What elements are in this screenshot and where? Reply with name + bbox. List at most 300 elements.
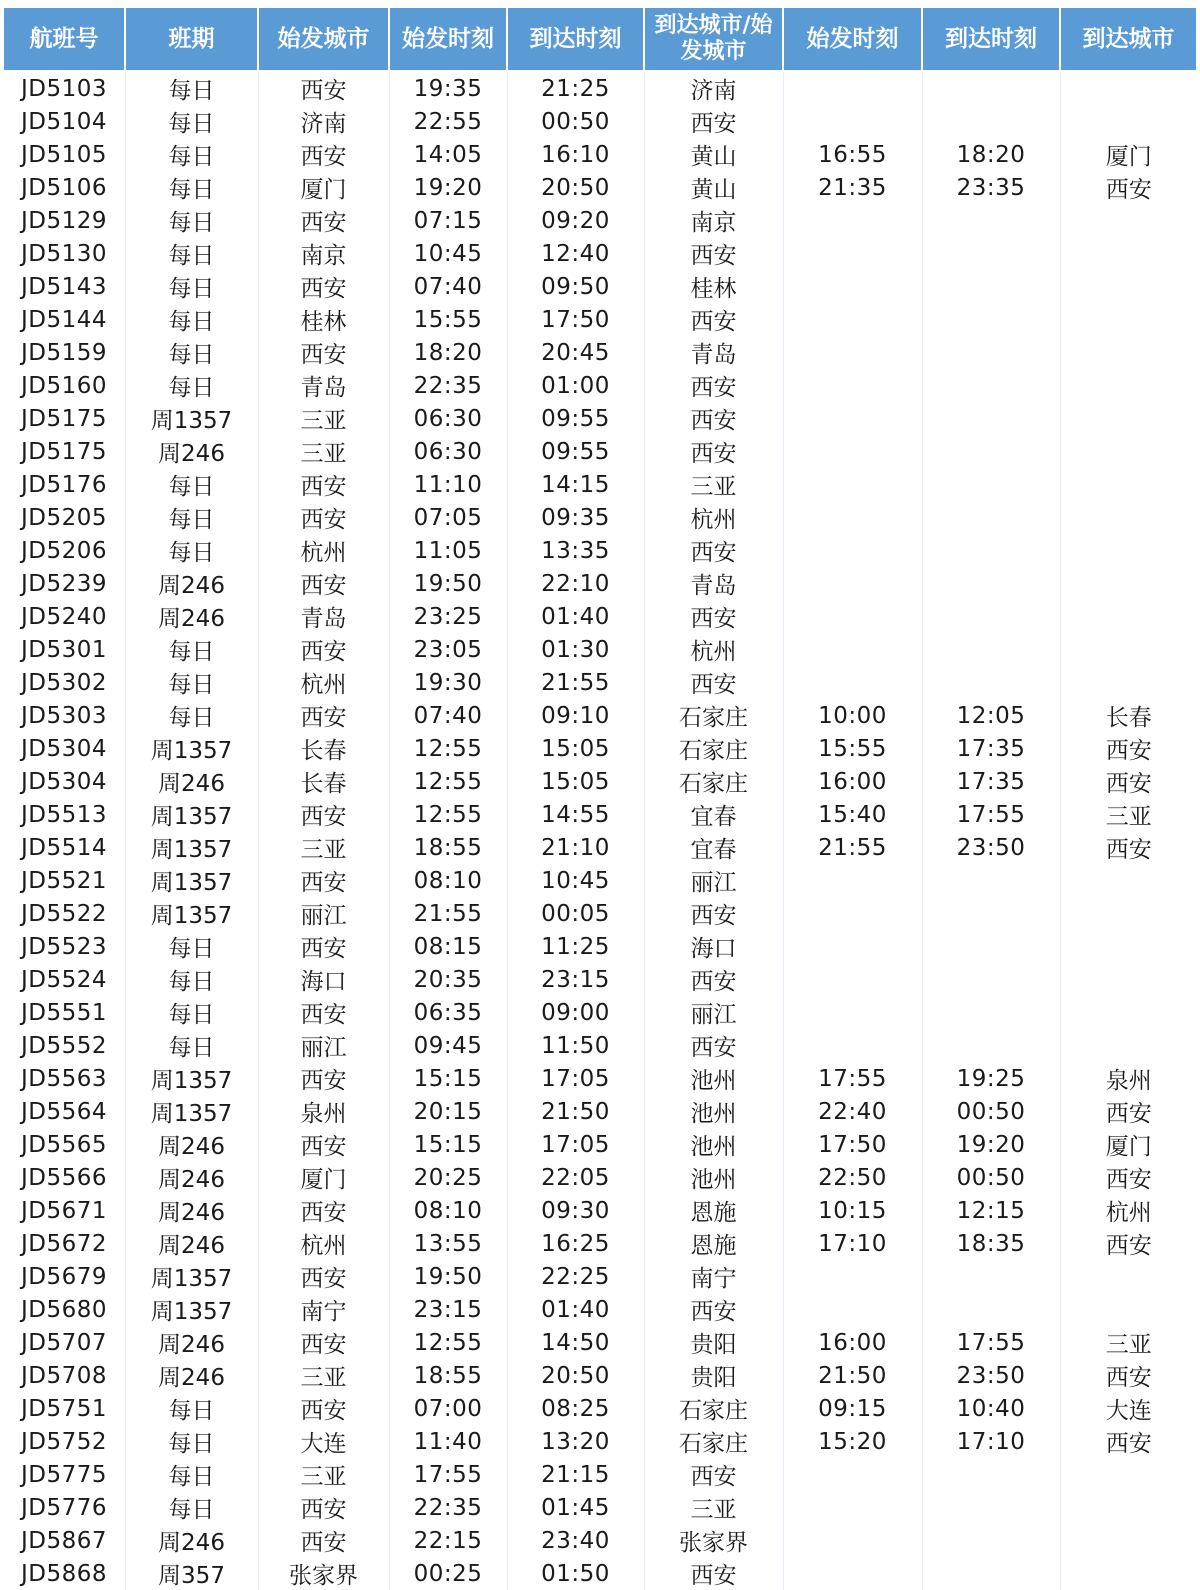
destination-city-cell: 泉州 [1060,1062,1197,1095]
schedule-days-cell: 每日 [125,1491,258,1524]
flight-number-cell: JD5105 [3,138,125,171]
flight-number-cell: JD5708 [3,1359,125,1392]
table-row [3,237,1197,270]
destination-city-cell [1060,1491,1197,1524]
schedule-days-cell: 周246 [125,435,258,468]
flight-number-cell: JD5868 [3,1557,125,1590]
table-row [3,1326,1197,1359]
departure-time-cell: 22:35 [389,1491,507,1524]
schedule-days-cell: 每日 [125,237,258,270]
destination-city-cell [1060,996,1197,1029]
departure-time-cell: 15:15 [389,1128,507,1161]
stopover-city-cell: 海口 [644,930,783,963]
stopover-city-cell: 石家庄 [644,1392,783,1425]
departure-time-cell: 14:05 [389,138,507,171]
second-arrival-time-cell [922,1260,1060,1293]
flight-number-cell: JD5175 [3,402,125,435]
table-row [3,633,1197,666]
flight-number-cell: JD5303 [3,699,125,732]
arrival-time-cell: 08:25 [507,1392,644,1425]
destination-city-cell [1060,369,1197,402]
arrival-time-cell: 14:15 [507,468,644,501]
schedule-days-cell: 每日 [125,1458,258,1491]
stopover-city-cell: 石家庄 [644,1425,783,1458]
arrival-time-cell: 10:45 [507,864,644,897]
destination-city-cell: 三亚 [1060,798,1197,831]
table-row [3,171,1197,204]
second-departure-time-cell: 17:50 [783,1128,922,1161]
second-arrival-time-cell [922,1458,1060,1491]
second-arrival-time-cell: 17:55 [922,798,1060,831]
second-arrival-time-cell: 23:50 [922,831,1060,864]
schedule-days-cell: 每日 [125,138,258,171]
table-row [3,534,1197,567]
stopover-city-cell: 杭州 [644,501,783,534]
stopover-city-cell: 池州 [644,1161,783,1194]
origin-city-cell: 西安 [258,1491,389,1524]
table-row [3,1359,1197,1392]
second-departure-time-cell [783,1491,922,1524]
stopover-city-cell: 西安 [644,369,783,402]
origin-city-cell: 西安 [258,1194,389,1227]
origin-city-cell: 长春 [258,765,389,798]
second-departure-time-cell [783,600,922,633]
flight-number-cell: JD5130 [3,237,125,270]
flight-number-cell: JD5176 [3,468,125,501]
second-arrival-time-cell [922,930,1060,963]
arrival-time-cell: 21:15 [507,1458,644,1491]
arrival-time-cell: 01:00 [507,369,644,402]
schedule-days-cell: 周1357 [125,1062,258,1095]
origin-city-cell: 西安 [258,798,389,831]
flight-number-cell: JD5521 [3,864,125,897]
table-row [3,930,1197,963]
table-row [3,864,1197,897]
second-departure-time-cell [783,501,922,534]
schedule-days-cell: 周1357 [125,1293,258,1326]
flight-number-cell: JD5514 [3,831,125,864]
departure-time-cell: 00:25 [389,1557,507,1590]
table-row [3,798,1197,831]
departure-time-cell: 19:50 [389,567,507,600]
second-arrival-time-cell: 10:40 [922,1392,1060,1425]
second-departure-time-cell [783,930,922,963]
table-row [3,1194,1197,1227]
destination-city-cell [1060,1293,1197,1326]
departure-time-cell: 07:40 [389,699,507,732]
arrival-time-cell: 09:20 [507,204,644,237]
stopover-city-cell: 青岛 [644,567,783,600]
schedule-days-cell: 周246 [125,600,258,633]
flight-number-cell: JD5104 [3,105,125,138]
stopover-city-cell: 池州 [644,1062,783,1095]
second-arrival-time-cell [922,369,1060,402]
arrival-time-cell: 09:10 [507,699,644,732]
arrival-time-cell: 20:45 [507,336,644,369]
header-second-arrival-time: 到达时刻 [922,7,1060,71]
second-departure-time-cell [783,666,922,699]
schedule-days-cell: 每日 [125,699,258,732]
second-arrival-time-cell [922,501,1060,534]
schedule-days-cell: 每日 [125,303,258,336]
origin-city-cell: 三亚 [258,435,389,468]
second-departure-time-cell [783,1458,922,1491]
header-arrival-time: 到达时刻 [507,7,644,71]
stopover-city-cell: 石家庄 [644,732,783,765]
stopover-city-cell: 南宁 [644,1260,783,1293]
destination-city-cell [1060,633,1197,666]
second-departure-time-cell [783,468,922,501]
second-departure-time-cell: 22:50 [783,1161,922,1194]
second-departure-time-cell [783,963,922,996]
second-departure-time-cell: 09:15 [783,1392,922,1425]
arrival-time-cell: 09:50 [507,270,644,303]
second-departure-time-cell: 15:55 [783,732,922,765]
flight-schedule-sheet [2,6,1196,1590]
header-departure-time: 始发时刻 [389,7,507,71]
second-departure-time-cell: 16:00 [783,765,922,798]
departure-time-cell: 18:55 [389,831,507,864]
arrival-time-cell: 22:25 [507,1260,644,1293]
second-arrival-time-cell [922,1557,1060,1590]
departure-time-cell: 08:10 [389,864,507,897]
stopover-city-cell: 宜春 [644,831,783,864]
departure-time-cell: 11:10 [389,468,507,501]
origin-city-cell: 厦门 [258,171,389,204]
second-departure-time-cell [783,204,922,237]
second-departure-time-cell [783,567,922,600]
stopover-city-cell: 三亚 [644,468,783,501]
stopover-city-cell: 杭州 [644,633,783,666]
stopover-city-cell: 池州 [644,1095,783,1128]
second-departure-time-cell [783,864,922,897]
second-arrival-time-cell [922,435,1060,468]
header-stopover-city: 到达城市/始发城市 [644,7,783,71]
arrival-time-cell: 16:10 [507,138,644,171]
destination-city-cell: 西安 [1060,831,1197,864]
schedule-days-cell: 每日 [125,930,258,963]
origin-city-cell: 大连 [258,1425,389,1458]
table-row [3,897,1197,930]
table-row [3,105,1197,138]
schedule-days-cell: 周1357 [125,732,258,765]
table-row [3,600,1197,633]
flight-number-cell: JD5565 [3,1128,125,1161]
arrival-time-cell: 15:05 [507,765,644,798]
destination-city-cell: 西安 [1060,1095,1197,1128]
arrival-time-cell: 15:05 [507,732,644,765]
departure-time-cell: 19:35 [389,71,507,105]
second-departure-time-cell: 10:00 [783,699,922,732]
departure-time-cell: 09:45 [389,1029,507,1062]
table-row [3,666,1197,699]
departure-time-cell: 13:55 [389,1227,507,1260]
second-departure-time-cell: 21:35 [783,171,922,204]
second-arrival-time-cell [922,468,1060,501]
origin-city-cell: 杭州 [258,666,389,699]
flight-number-cell: JD5672 [3,1227,125,1260]
departure-time-cell: 18:55 [389,1359,507,1392]
arrival-time-cell: 17:05 [507,1062,644,1095]
second-arrival-time-cell [922,303,1060,336]
schedule-days-cell: 周246 [125,1194,258,1227]
table-row [3,1227,1197,1260]
table-row [3,369,1197,402]
origin-city-cell: 西安 [258,633,389,666]
origin-city-cell: 南宁 [258,1293,389,1326]
flight-number-cell: JD5206 [3,534,125,567]
arrival-time-cell: 14:55 [507,798,644,831]
flight-number-cell: JD5523 [3,930,125,963]
stopover-city-cell: 黄山 [644,138,783,171]
schedule-days-cell: 周246 [125,1128,258,1161]
flight-number-cell: JD5304 [3,732,125,765]
flight-number-cell: JD5205 [3,501,125,534]
stopover-city-cell: 西安 [644,1458,783,1491]
stopover-city-cell: 张家界 [644,1524,783,1557]
second-departure-time-cell: 15:20 [783,1425,922,1458]
second-departure-time-cell [783,71,922,105]
destination-city-cell [1060,1260,1197,1293]
departure-time-cell: 06:35 [389,996,507,1029]
arrival-time-cell: 00:50 [507,105,644,138]
second-arrival-time-cell [922,996,1060,1029]
origin-city-cell: 青岛 [258,600,389,633]
second-arrival-time-cell: 18:35 [922,1227,1060,1260]
flight-number-cell: JD5551 [3,996,125,1029]
second-departure-time-cell: 21:55 [783,831,922,864]
origin-city-cell: 桂林 [258,303,389,336]
second-arrival-time-cell [922,237,1060,270]
second-departure-time-cell [783,633,922,666]
arrival-time-cell: 22:10 [507,567,644,600]
destination-city-cell: 大连 [1060,1392,1197,1425]
destination-city-cell [1060,468,1197,501]
destination-city-cell [1060,270,1197,303]
arrival-time-cell: 09:00 [507,996,644,1029]
arrival-time-cell: 14:50 [507,1326,644,1359]
table-row [3,468,1197,501]
departure-time-cell: 20:15 [389,1095,507,1128]
stopover-city-cell: 西安 [644,666,783,699]
destination-city-cell [1060,897,1197,930]
second-arrival-time-cell: 19:20 [922,1128,1060,1161]
table-row [3,1491,1197,1524]
origin-city-cell: 西安 [258,864,389,897]
second-departure-time-cell [783,1524,922,1557]
destination-city-cell [1060,501,1197,534]
stopover-city-cell: 恩施 [644,1227,783,1260]
schedule-days-cell: 每日 [125,633,258,666]
flight-number-cell: JD5867 [3,1524,125,1557]
destination-city-cell: 西安 [1060,765,1197,798]
arrival-time-cell: 23:40 [507,1524,644,1557]
stopover-city-cell: 青岛 [644,336,783,369]
arrival-time-cell: 09:35 [507,501,644,534]
schedule-days-cell: 周1357 [125,402,258,435]
arrival-time-cell: 16:25 [507,1227,644,1260]
flight-number-cell: JD5522 [3,897,125,930]
stopover-city-cell: 石家庄 [644,699,783,732]
second-departure-time-cell: 17:55 [783,1062,922,1095]
flight-number-cell: JD5775 [3,1458,125,1491]
stopover-city-cell: 西安 [644,1293,783,1326]
second-arrival-time-cell [922,1524,1060,1557]
stopover-city-cell: 西安 [644,435,783,468]
schedule-days-cell: 周246 [125,1161,258,1194]
table-row [3,1095,1197,1128]
second-departure-time-cell [783,1293,922,1326]
departure-time-cell: 12:55 [389,765,507,798]
flight-number-cell: JD5103 [3,71,125,105]
origin-city-cell: 三亚 [258,1458,389,1491]
stopover-city-cell: 恩施 [644,1194,783,1227]
origin-city-cell: 杭州 [258,534,389,567]
second-departure-time-cell [783,1557,922,1590]
table-row [3,435,1197,468]
schedule-days-cell: 周1357 [125,1095,258,1128]
header-destination-city: 到达城市 [1060,7,1197,71]
departure-time-cell: 07:00 [389,1392,507,1425]
table-row [3,1161,1197,1194]
table-row [3,1293,1197,1326]
flight-number-cell: JD5159 [3,336,125,369]
schedule-days-cell: 周246 [125,1227,258,1260]
table-row [3,138,1197,171]
destination-city-cell [1060,600,1197,633]
origin-city-cell: 青岛 [258,369,389,402]
destination-city-cell [1060,303,1197,336]
arrival-time-cell: 23:15 [507,963,644,996]
stopover-city-cell: 三亚 [644,1491,783,1524]
second-arrival-time-cell: 12:05 [922,699,1060,732]
table-row [3,831,1197,864]
destination-city-cell [1060,1458,1197,1491]
arrival-time-cell: 11:50 [507,1029,644,1062]
arrival-time-cell: 21:55 [507,666,644,699]
schedule-days-cell: 每日 [125,270,258,303]
second-departure-time-cell [783,897,922,930]
flight-number-cell: JD5566 [3,1161,125,1194]
flight-number-cell: JD5752 [3,1425,125,1458]
second-departure-time-cell [783,369,922,402]
table-row [3,303,1197,336]
table-row [3,1260,1197,1293]
schedule-days-cell: 每日 [125,204,258,237]
arrival-time-cell: 17:05 [507,1128,644,1161]
destination-city-cell [1060,71,1197,105]
second-departure-time-cell: 21:50 [783,1359,922,1392]
departure-time-cell: 19:30 [389,666,507,699]
schedule-days-cell: 每日 [125,171,258,204]
origin-city-cell: 三亚 [258,831,389,864]
destination-city-cell [1060,1524,1197,1557]
second-departure-time-cell [783,402,922,435]
stopover-city-cell: 贵阳 [644,1359,783,1392]
departure-time-cell: 07:05 [389,501,507,534]
origin-city-cell: 西安 [258,1524,389,1557]
origin-city-cell: 西安 [258,1326,389,1359]
second-arrival-time-cell [922,534,1060,567]
destination-city-cell: 厦门 [1060,1128,1197,1161]
flight-number-cell: JD5239 [3,567,125,600]
schedule-days-cell: 周1357 [125,1260,258,1293]
departure-time-cell: 23:05 [389,633,507,666]
header-flight-number: 航班号 [3,7,125,71]
header-origin-city: 始发城市 [258,7,389,71]
origin-city-cell: 南京 [258,237,389,270]
second-arrival-time-cell [922,402,1060,435]
table-row [3,1128,1197,1161]
second-arrival-time-cell [922,897,1060,930]
schedule-days-cell: 每日 [125,468,258,501]
departure-time-cell: 08:15 [389,930,507,963]
destination-city-cell: 杭州 [1060,1194,1197,1227]
flight-schedule-table [2,6,1198,1590]
arrival-time-cell: 11:25 [507,930,644,963]
destination-city-cell [1060,567,1197,600]
flight-number-cell: JD5143 [3,270,125,303]
stopover-city-cell: 池州 [644,1128,783,1161]
destination-city-cell [1060,1029,1197,1062]
destination-city-cell [1060,864,1197,897]
destination-city-cell: 西安 [1060,171,1197,204]
destination-city-cell: 西安 [1060,1227,1197,1260]
second-departure-time-cell [783,237,922,270]
second-arrival-time-cell: 17:35 [922,765,1060,798]
table-row [3,1557,1197,1590]
second-arrival-time-cell [922,1029,1060,1062]
header-schedule-days: 班期 [125,7,258,71]
flight-number-cell: JD5302 [3,666,125,699]
stopover-city-cell: 黄山 [644,171,783,204]
table-row [3,270,1197,303]
table-row [3,699,1197,732]
second-arrival-time-cell [922,963,1060,996]
arrival-time-cell: 13:35 [507,534,644,567]
flight-number-cell: JD5751 [3,1392,125,1425]
arrival-time-cell: 17:50 [507,303,644,336]
destination-city-cell: 长春 [1060,699,1197,732]
stopover-city-cell: 西安 [644,600,783,633]
second-arrival-time-cell: 00:50 [922,1095,1060,1128]
flight-number-cell: JD5671 [3,1194,125,1227]
second-departure-time-cell [783,303,922,336]
second-departure-time-cell: 16:00 [783,1326,922,1359]
arrival-time-cell: 09:30 [507,1194,644,1227]
destination-city-cell [1060,534,1197,567]
origin-city-cell: 厦门 [258,1161,389,1194]
flight-number-cell: JD5524 [3,963,125,996]
second-departure-time-cell: 22:40 [783,1095,922,1128]
destination-city-cell [1060,237,1197,270]
flight-number-cell: JD5144 [3,303,125,336]
second-arrival-time-cell [922,105,1060,138]
origin-city-cell: 西安 [258,1260,389,1293]
second-departure-time-cell [783,534,922,567]
schedule-days-cell: 周246 [125,1359,258,1392]
second-departure-time-cell [783,996,922,1029]
arrival-time-cell: 09:55 [507,435,644,468]
origin-city-cell: 三亚 [258,402,389,435]
arrival-time-cell: 21:50 [507,1095,644,1128]
departure-time-cell: 17:55 [389,1458,507,1491]
schedule-days-cell: 每日 [125,534,258,567]
stopover-city-cell: 南京 [644,204,783,237]
stopover-city-cell: 石家庄 [644,765,783,798]
table-row [3,1524,1197,1557]
stopover-city-cell: 西安 [644,963,783,996]
